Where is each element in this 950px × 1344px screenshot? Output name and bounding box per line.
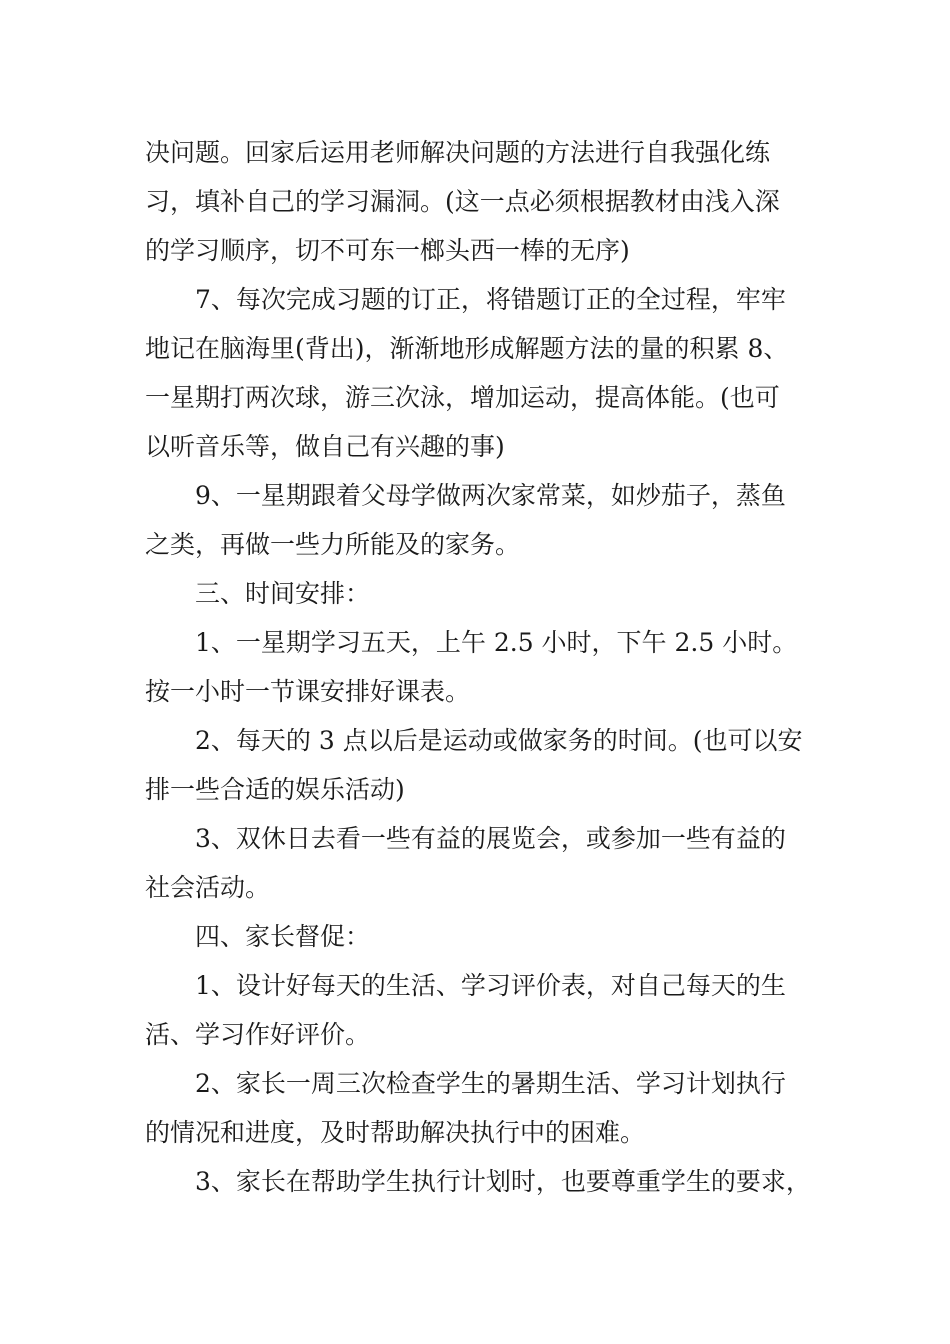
text-line: 三、时间安排：	[195, 579, 371, 608]
text-line: 按一小时一节课安排好课表。	[145, 677, 471, 706]
text-line: 社会活动。	[145, 873, 271, 902]
text-line: 1、一星期学习五天，上午 2.5 小时，下午 2.5 小时。	[195, 628, 798, 657]
text-line: 排一些合适的娱乐活动)	[145, 775, 405, 804]
text-line: 四、家长督促：	[195, 922, 371, 951]
text-line: 活、学习作好评价。	[145, 1020, 371, 1049]
document-body	[145, 128, 825, 1206]
text-line: 3、家长在帮助学生执行计划时，也要尊重学生的要求，	[195, 1167, 811, 1196]
text-line: 2、家长一周三次检查学生的暑期生活、学习计划执行	[195, 1069, 786, 1098]
text-line: 3、双休日去看一些有益的展览会，或参加一些有益的	[195, 824, 786, 853]
text-line: 以听音乐等，做自己有兴趣的事)	[145, 432, 505, 461]
text-line: 9、一星期跟着父母学做两次家常菜，如炒茄子，蒸鱼	[195, 481, 786, 510]
text-line: 的情况和进度，及时帮助解决执行中的困难。	[145, 1118, 646, 1147]
text-line: 之类，再做一些力所能及的家务。	[145, 530, 521, 559]
text-line: 7、每次完成习题的订正，将错题订正的全过程，牢牢	[195, 285, 786, 314]
text-line: 决问题。回家后运用老师解决问题的方法进行自我强化练	[145, 138, 771, 167]
text-line: 一星期打两次球，游三次泳，增加运动，提高体能。(也可	[145, 383, 780, 412]
text-line: 地记在脑海里(背出)，渐渐地形成解题方法的量的积累 8、	[145, 334, 789, 363]
text-line: 习，填补自己的学习漏洞。(这一点必须根据教材由浅入深	[145, 187, 780, 216]
text-line: 2、每天的 3 点以后是运动或做家务的时间。(也可以安	[195, 726, 803, 755]
text-line: 1、设计好每天的生活、学习评价表，对自己每天的生	[195, 971, 786, 1000]
text-line: 的学习顺序，切不可东一榔头西一棒的无序)	[145, 236, 630, 265]
